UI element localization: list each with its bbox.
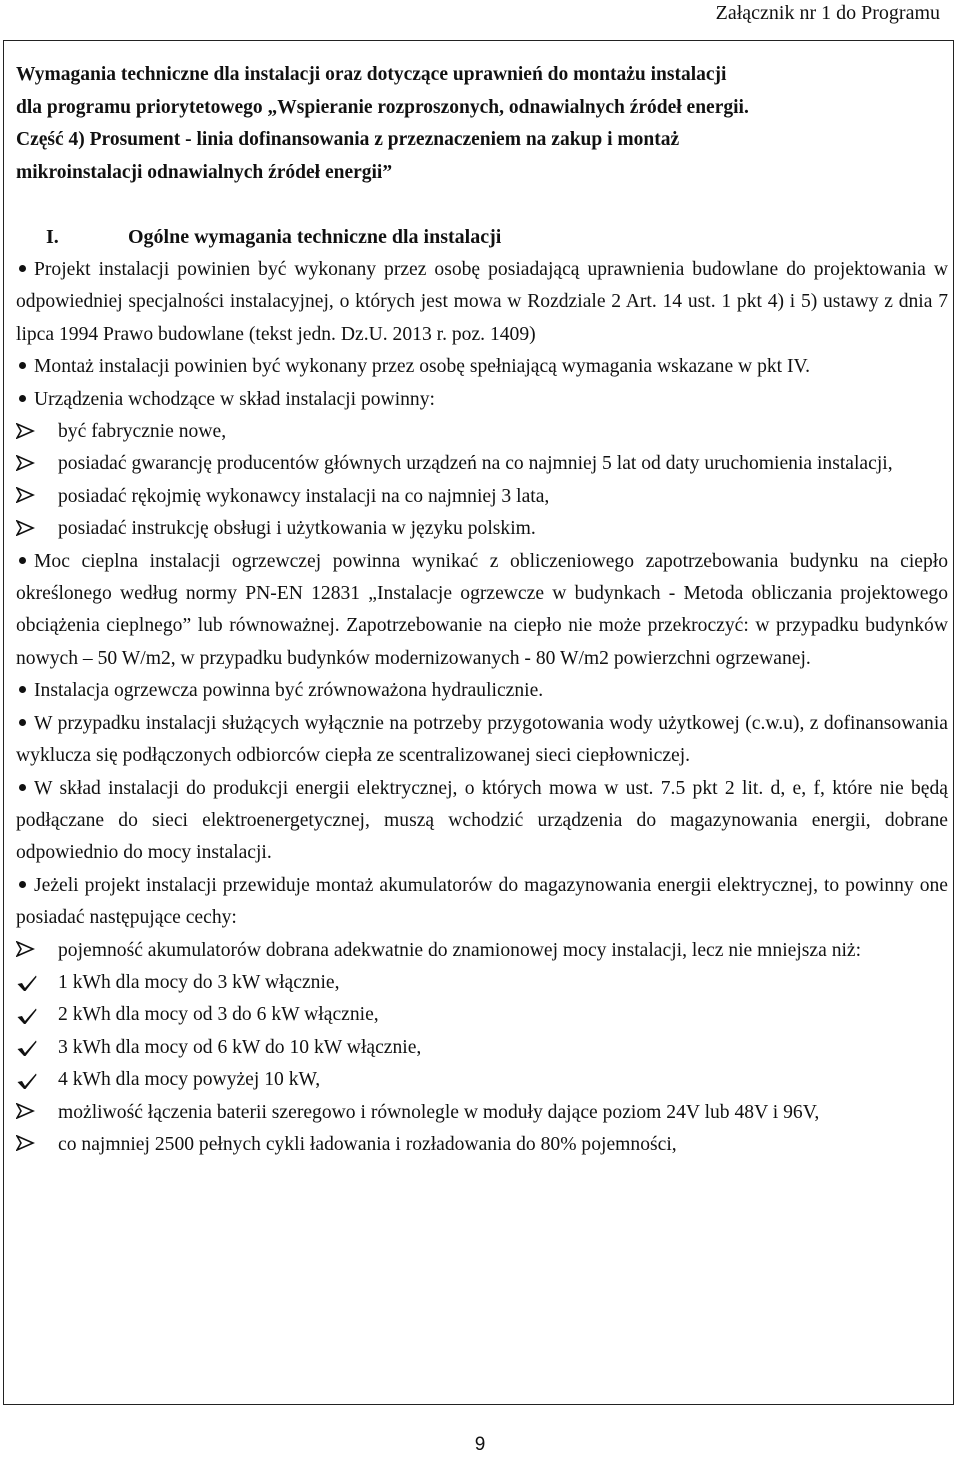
bullet-item [16, 870, 948, 935]
annex-label: Załącznik nr 1 do Programu [715, 2, 940, 24]
item-text: Urządzenia wchodzące w skład instalacji powinny: [34, 388, 435, 410]
title-line: Wymagania techniczne dla instalacji oraz dotyczące uprawnień do montażu instalacji [16, 64, 727, 85]
arrow-item [16, 513, 948, 545]
section-number: I. [46, 226, 59, 248]
bullet-icon [16, 870, 34, 902]
arrow-bullet-icon [16, 513, 58, 545]
check-item [16, 1064, 948, 1096]
item-text: Projekt instalacji powinien być wykonany przez osobę posiadającą uprawnienia budowlane do projektowania w odpowiedniej specjalności instalacyjnej, o których jest mowa w Rozdziale 2 Art. 14 ust. 1 pkt 4) i 5) ustawy z dnia 7 lipca 1994 Prawo budowlane (tekst jedn. Dz.U. 2013 r. poz. 1409) [16, 259, 948, 345]
arrow-item [16, 935, 948, 967]
arrow-item [16, 1129, 948, 1161]
section-title: Ogólne wymagania techniczne dla instalacji [128, 226, 502, 248]
page-number: 9 [474, 1434, 486, 1455]
item-text: co najmniej 2500 pełnych cykli ładowania i rozładowania do 80% pojemności, [58, 1133, 677, 1155]
bullet-item [16, 254, 948, 351]
document-title [16, 59, 946, 189]
arrow-bullet-icon [16, 481, 58, 513]
item-text: 4 kWh dla mocy powyżej 10 kW, [58, 1069, 321, 1091]
checkmark-icon [16, 1032, 58, 1064]
bullet-icon [16, 546, 34, 578]
item-text: posiadać gwarancję producentów głównych urządzeń na co najmniej 5 lat od daty uruchomienia instalacji, [58, 453, 893, 475]
bullet-item [16, 546, 948, 676]
item-text: Montaż instalacji powinien być wykonany przez osobę spełniającą wymagania wskazane w pkt IV. [34, 356, 811, 378]
arrow-item [16, 1097, 948, 1129]
item-text: Moc cieplna instalacji ogrzewczej powinna wynikać z obliczeniowego zapotrzebowania budynku na ciepło określonego według normy PN-EN 12831 „Instalacje ogrzewcze w budynkach - Metoda obliczania projektowego obciążenia cieplnego” lub równoważnej. Zapotrzebowanie na ciepło nie może przekroczyć: w przypadku budynków nowych – 50 W/m2, w przypadku budynków modernizowanych - 80 W/m2 powierzchni ogrzewanej. [16, 550, 948, 669]
item-text: Jeżeli projekt instalacji przewiduje montaż akumulatorów do magazynowania energii elektrycznej, to powinny one posiadać następujące cechy: [16, 874, 948, 929]
arrow-bullet-icon [16, 416, 58, 448]
bullet-icon [16, 254, 34, 286]
checkmark-icon [16, 1064, 58, 1096]
checkmark-icon [16, 967, 58, 999]
bullet-icon [16, 708, 34, 740]
title-line: Część 4) Prosument - linia dofinansowania z przeznaczeniem na zakup i montaż [16, 129, 680, 150]
title-line: mikroinstalacji odnawialnych źródeł energii” [16, 161, 393, 183]
arrow-bullet-icon [16, 448, 58, 480]
item-text: 3 kWh dla mocy od 6 kW do 10 kW włącznie, [58, 1036, 422, 1058]
checkmark-icon [16, 999, 58, 1031]
bullet-icon [16, 773, 34, 805]
arrow-item [16, 416, 948, 448]
bullet-icon [16, 351, 34, 383]
requirements-list [16, 254, 948, 1161]
bullet-item [16, 773, 948, 870]
item-text: 1 kWh dla mocy do 3 kW włącznie, [58, 971, 340, 993]
section-heading [46, 222, 501, 252]
bullet-icon [16, 384, 34, 416]
bullet-item [16, 708, 948, 773]
item-text: W skład instalacji do produkcji energii elektrycznej, o których mowa w ust. 7.5 pkt 2 lit. d, e, f, które nie będą podłączane do sieci elektroenergetycznej, muszą wchodzić urządzenia do magazynowania energii, dobrane odpowiednio do mocy instalacji. [16, 777, 948, 864]
item-text: możliwość łączenia baterii szeregowo i równolegle w moduły dające poziom 24V lub 48V i 96V, [58, 1101, 820, 1123]
arrow-bullet-icon [16, 1129, 58, 1161]
arrow-item [16, 481, 948, 513]
check-item [16, 967, 948, 999]
check-item [16, 999, 948, 1031]
item-text: pojemność akumulatorów dobrana adekwatnie do znamionowej mocy instalacji, lecz nie mniejsza niż: [58, 939, 862, 961]
item-text: 2 kWh dla mocy od 3 do 6 kW włącznie, [58, 1004, 379, 1026]
arrow-bullet-icon [16, 935, 58, 967]
arrow-bullet-icon [16, 1097, 58, 1129]
bullet-item [16, 384, 948, 416]
bullet-item [16, 675, 948, 707]
check-item [16, 1032, 948, 1064]
item-text: Instalacja ogrzewcza powinna być zrównoważona hydraulicznie. [34, 680, 544, 702]
item-text: posiadać rękojmię wykonawcy instalacji na co najmniej 3 lata, [58, 485, 550, 507]
title-line: dla programu priorytetowego „Wspieranie rozproszonych, odnawialnych źródeł energii. [16, 96, 749, 118]
bullet-icon [16, 675, 34, 707]
item-text: posiadać instrukcję obsługi i użytkowania w języku polskim. [58, 518, 536, 540]
item-text: być fabrycznie nowe, [58, 421, 227, 443]
bullet-item [16, 351, 948, 383]
item-text: W przypadku instalacji służących wyłącznie na potrzeby przygotowania wody użytkowej (c.w.u), z dofinansowania wyklucza się podłączonych odbiorców ciepła ze scentralizowanej sieci ciepłowniczej. [16, 712, 948, 767]
arrow-item [16, 448, 948, 480]
